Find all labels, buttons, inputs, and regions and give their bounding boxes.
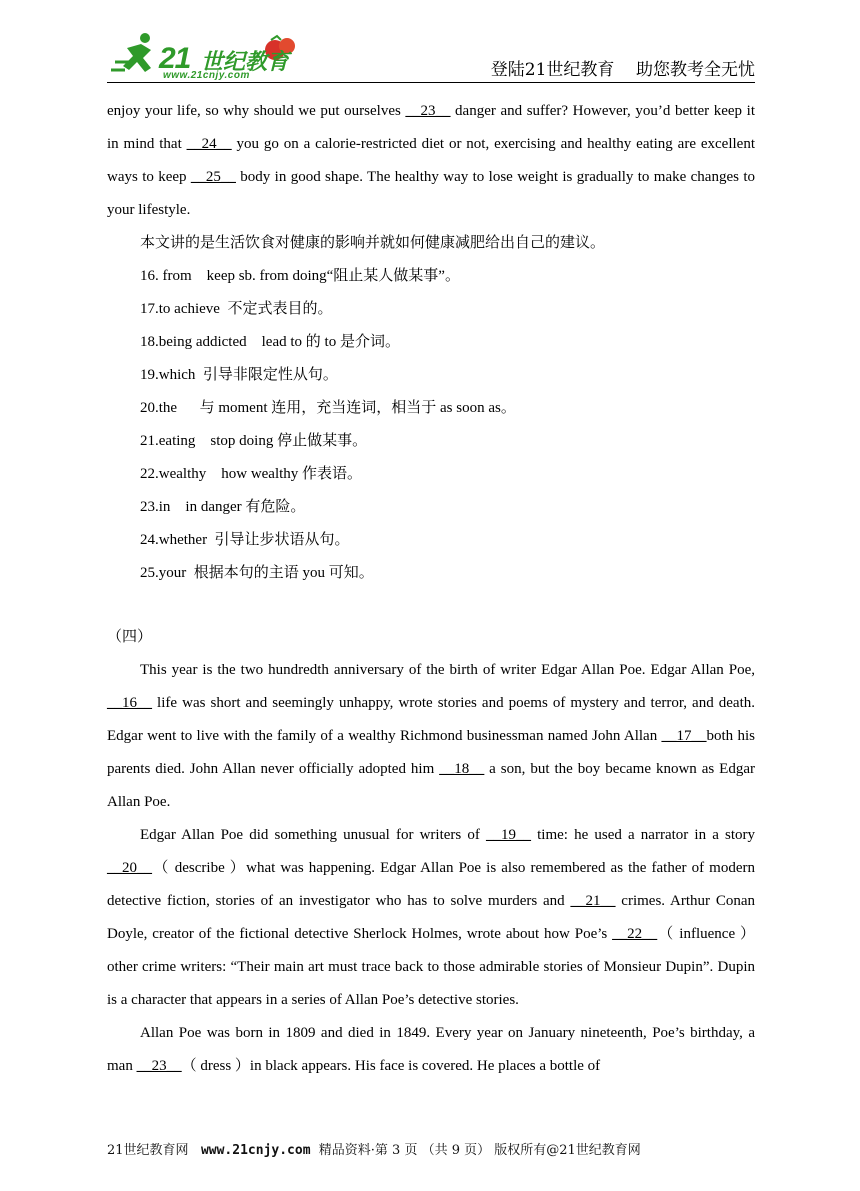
blank-22: __22__ [612, 926, 658, 942]
section-title: （四） [107, 629, 153, 645]
blank-19: __19__ [486, 827, 531, 843]
answer-item: 22.wealthy how wealthy 作表语。 [140, 466, 363, 482]
answer-item: 23.in in danger 有危险。 [140, 499, 306, 515]
blank-25: __25__ [190, 169, 236, 185]
passage-paragraph-2: Edgar Allan Poe did something unusual for writers of __19__ time: he used a narrator in a story __20__（ describe ）what was happening. Edgar Allan Poe is also remembered as the father of modern detective fiction, stories of an investigator who has to solve murders and __21__ crimes. Arthur Conan Doyle, creator of the fictional detective Sherlock Holmes, wrote about how Poe’s __22__（ influence ）other crime writers: “Their main art must trace back to those admirable stories of Monsieur Dupin”. Dupin is a character that appears in a series of Allan Poe’s detective stories. [107, 827, 756, 1008]
answer-item: 24.whether 引导让步状语从句。 [140, 532, 350, 548]
blank-20: __20__ [107, 860, 152, 876]
blank-23-section4: __23__ [136, 1058, 182, 1074]
blank-23: __23__ [405, 103, 451, 119]
answer-item: 20.the 与 moment 连用，充当连词，相当于 as soon as。 [140, 400, 516, 416]
answer-item: 16. from keep sb. from doing“阻止某人做某事”。 [140, 268, 460, 284]
footer-url-link[interactable]: www.21cnjy.com [200, 1143, 311, 1158]
blank-16: __16__ [107, 695, 152, 711]
footer-site: 21世纪教育网 [107, 1143, 201, 1158]
document-body [107, 95, 755, 1083]
footer-page-info: 精品资料·第 3 页 （共 9 页） 版权所有@21世纪教育网 [310, 1143, 641, 1158]
page-footer [107, 1139, 755, 1158]
answer-item: 21.eating stop doing 停止做某事。 [140, 433, 368, 449]
logo-url: www.21cnjy.com [163, 70, 250, 81]
passage-paragraph-3: Allan Poe was born in 1809 and died in 1849. Every year on January nineteenth, Poe’s birthday, a man __23__（ dress ）in black appears. His face is covered. He places a bottle of [107, 1025, 755, 1074]
answer-summary: 本文讲的是生活饮食对健康的影响并就如何健康减肥给出自己的建议。 [140, 235, 606, 251]
answer-item: 18.being addicted lead to 的 to 是介词。 [140, 334, 400, 350]
header-divider [107, 82, 755, 83]
blank-21: __21__ [570, 893, 616, 909]
answer-item: 25.your 根据本句的主语 you 可知。 [140, 565, 374, 581]
answer-item: 17.to achieve 不定式表目的。 [140, 301, 333, 317]
header-slogan: 登陆21世纪教育 助您教考全无忧 [490, 60, 755, 80]
site-logo[interactable] [107, 28, 307, 82]
passage-paragraph-1: This year is the two hundredth anniversary of the birth of writer Edgar Allan Poe. Edgar Allan Poe, __16__ life was short and seemingly unhappy, wrote stories and poems of mystery and terror, and death. Edgar went to live with the family of a wealthy Richmond businessman named John Allan __17__both his parents died. John Allan never officially adopted him __18__ a son, but the boy became known as Edgar Allan Poe. [107, 662, 756, 810]
page-header [107, 28, 755, 84]
passage-continuation: enjoy your life, so why should we put ourselves __23__ danger and suffer? However, you’d better keep it in mind that __24__ you go on a calorie-restricted diet or not, exercising and healthy eating are excellent ways to keep __25__ body in good shape. The healthy way to lose weight is gradually to make changes to your lifestyle. [107, 103, 755, 218]
blank-17: __17__ [661, 728, 707, 744]
answer-item: 19.which 引导非限定性从句。 [140, 367, 338, 383]
blank-18: __18__ [439, 761, 485, 777]
logo-number: 21 [159, 42, 191, 75]
logo-title: 世纪教育 [201, 50, 290, 75]
blank-24: __24__ [186, 136, 232, 152]
